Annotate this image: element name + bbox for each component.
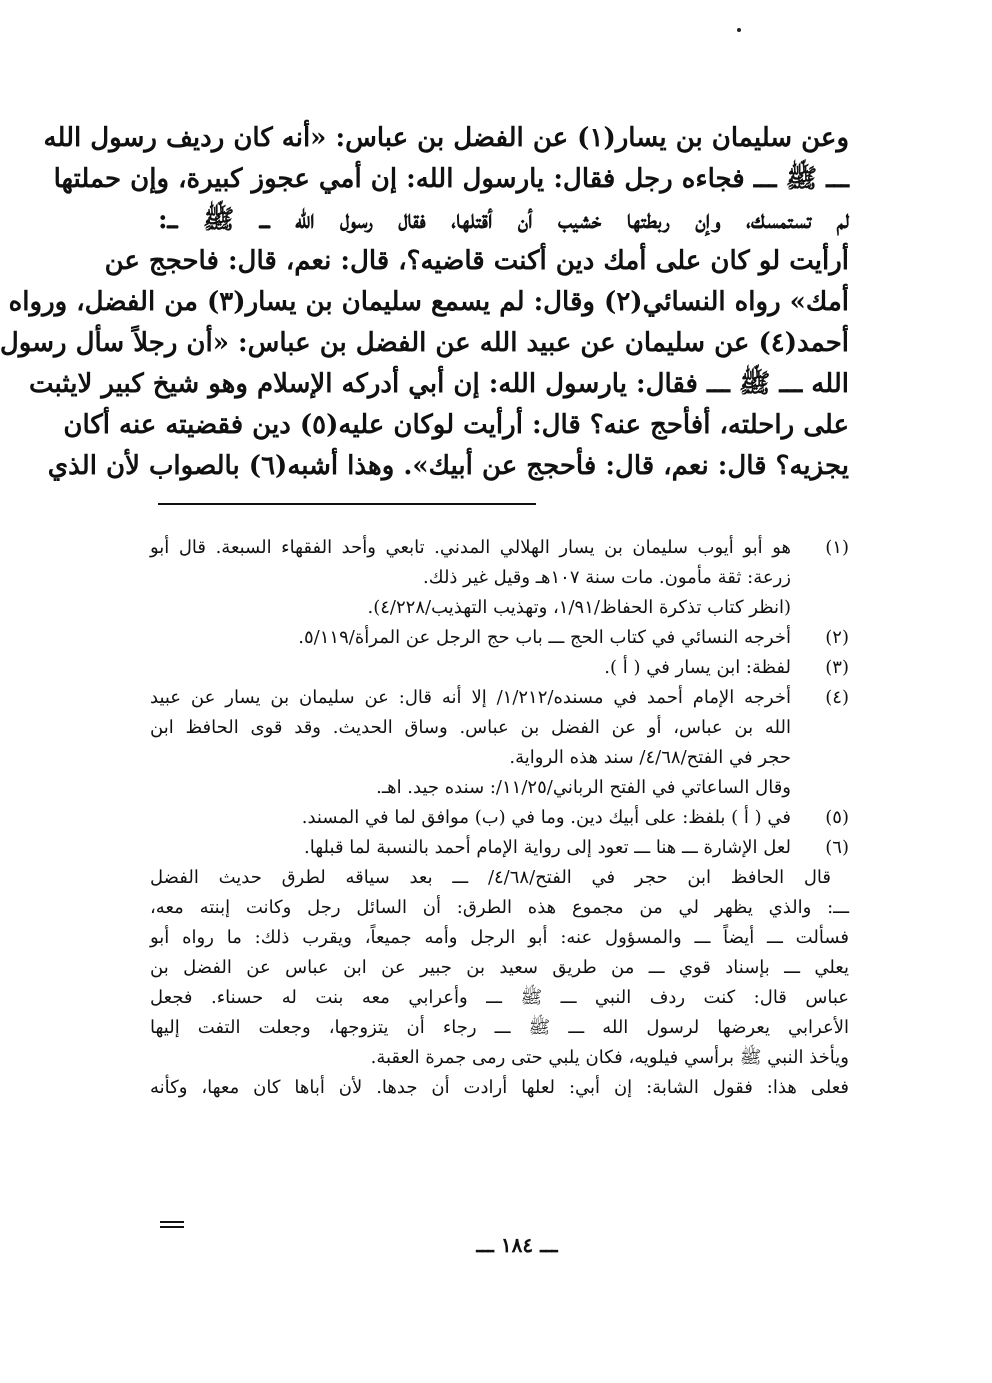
continuation-mark (160, 1221, 184, 1229)
footnote-line: وقال الساعاتي في الفتح الرباني/١١/٢٥/: سنده جيد. اهـ. (376, 777, 791, 798)
main-text-line: أرأيت لو كان على أمك دين أكنت قاضيه؟، قال: نعم، قال: فاحجج عن (104, 246, 849, 276)
footnote-continuation-line: قال الحافظ ابن حجر في الفتح/٤/٦٨/ ـــ بعد سياقه لطرق حديث الفضل (150, 867, 831, 888)
footnote-number: (١) (825, 537, 849, 558)
main-text-line: أمك» رواه النسائي(٢) وقال: لم يسمع سليمان بن يسار(٣) من الفضل، ورواه (8, 287, 849, 317)
page-speck (737, 28, 741, 32)
footnote-number: (٢) (825, 627, 849, 648)
footnote-line: لعل الإشارة ـــ هنا ـــ تعود إلى رواية الإمام أحمد بالنسبة لما قبلها. (304, 837, 791, 858)
footnote-continuation-line: يعلي ـــ بإسناد قوي ـــ من طريق سعيد بن جبير عن ابن عباس عن الفضل بن (150, 957, 849, 978)
footnote-line: أخرجه الإمام أحمد في مسنده/١/٢١٢/ إلا أنه قال: عن سليمان بن يسار عن عبيد (150, 687, 791, 708)
footnote-line: في ( أ ) بلفظ: على أبيك دين. وما في (ب) موافق لما في المسند. (301, 807, 791, 828)
footnote-6 (150, 833, 849, 1103)
footnote-separator (158, 503, 536, 505)
main-text-line: لم تستمسك، وإن ربطتها خشيب أن أقتلها، فقال رسول الله ـــ ﷺ ـــ: (158, 205, 849, 235)
footnotes-block (150, 533, 849, 1103)
footnote-continuation-line: فعلى هذا: فقول الشابة: إن أبي: لعلها أرادت أن جدها. لأن أباها كان معها، وكأنه (150, 1077, 849, 1098)
main-text-block (0, 118, 849, 487)
footnote-number: (٤) (825, 687, 849, 708)
footnote-continuation-line: فسألت ـــ أيضاً ـــ والمسؤول عنه: أبو الرجل وأمه جميعاً، ويقرب ذلك: ما رواه أبو (150, 927, 849, 948)
footnote-continuation-line: الأعرابي يعرضها لرسول الله ـــ ﷺ ـــ رجاء أن يتزوجها، وجعلت التفت إليها (150, 1017, 849, 1038)
footnote-number: (٥) (825, 807, 849, 828)
main-text-line: ـــ ﷺ ـــ فجاءه رجل فقال: يارسول الله: إن أمي عجوز كبيرة، وإن حملتها (53, 164, 849, 194)
footnote-continuation-line: ـــ: والذي يظهر لي من مجموع هذه الطرق: أن السائل رجل وكانت إبنته معه، (150, 897, 849, 918)
main-text-line: على راحلته، أفأحج عنه؟ قال: أرأيت لوكان عليه(٥) دين فقضيته عنه أكان (63, 410, 849, 440)
footnote-line: زرعة: ثقة مأمون. مات سنة ١٠٧هـ وقيل غير ذلك. (423, 567, 791, 588)
footnote-3 (150, 653, 849, 683)
footnote-5 (150, 803, 849, 833)
main-text-line: وعن سليمان بن يسار(١) عن الفضل بن عباس: «أنه كان رديف رسول الله (43, 123, 849, 153)
footnote-2 (150, 623, 849, 653)
footnote-line: حجر في الفتح/٤/٦٨/ سند هذه الرواية. (509, 747, 791, 768)
footnote-line: الله بن عباس، أو عن الفضل بن عباس. وساق الحديث. وقد قوى الحافظ ابن (150, 717, 791, 738)
main-text-line: أحمد(٤) عن سليمان عن عبيد الله عن الفضل بن عباس: «أن رجلاً سأل رسول (0, 328, 849, 358)
footnote-line: أخرجه النسائي في كتاب الحج ـــ باب حج الرجل عن المرأة/٥/١١٩. (298, 627, 791, 648)
main-text-line: يجزيه؟ قال: نعم، قال: فأحجج عن أبيك». وهذا أشبه(٦) بالصواب لأن الذي (47, 451, 849, 481)
footnote-line: (انظر كتاب تذكرة الحفاظ/١/٩١، وتهذيب التهذيب/٤/٢٢٨). (367, 597, 791, 618)
footnote-line: لفظة: ابن يسار في ( أ ). (604, 657, 791, 678)
footnote-line: هو أبو أيوب سليمان بن يسار الهلالي المدني. تابعي وأحد الفقهاء السبعة. قال أبو (150, 537, 791, 558)
footnote-continuation-line: ويأخذ النبي ﷺ برأسي فيلويه، فكان يلبي حتى رمى جمرة العقبة. (370, 1047, 849, 1068)
footnote-number: (٣) (825, 657, 849, 678)
main-text-line: الله ـــ ﷺ ـــ فقال: يارسول الله: إن أبي أدركه الإسلام وهو شيخ كبير لايثبت (28, 369, 849, 399)
footnote-1 (150, 533, 849, 623)
footnote-4 (150, 683, 849, 803)
page-number: ـــ ١٨٤ ـــ (476, 1233, 558, 1257)
footnote-number: (٦) (825, 837, 849, 858)
footnote-continuation-line: عباس قال: كنت ردف النبي ـــ ﷺ ـــ وأعرابي معه بنت له حسناء. فجعل (150, 987, 849, 1008)
